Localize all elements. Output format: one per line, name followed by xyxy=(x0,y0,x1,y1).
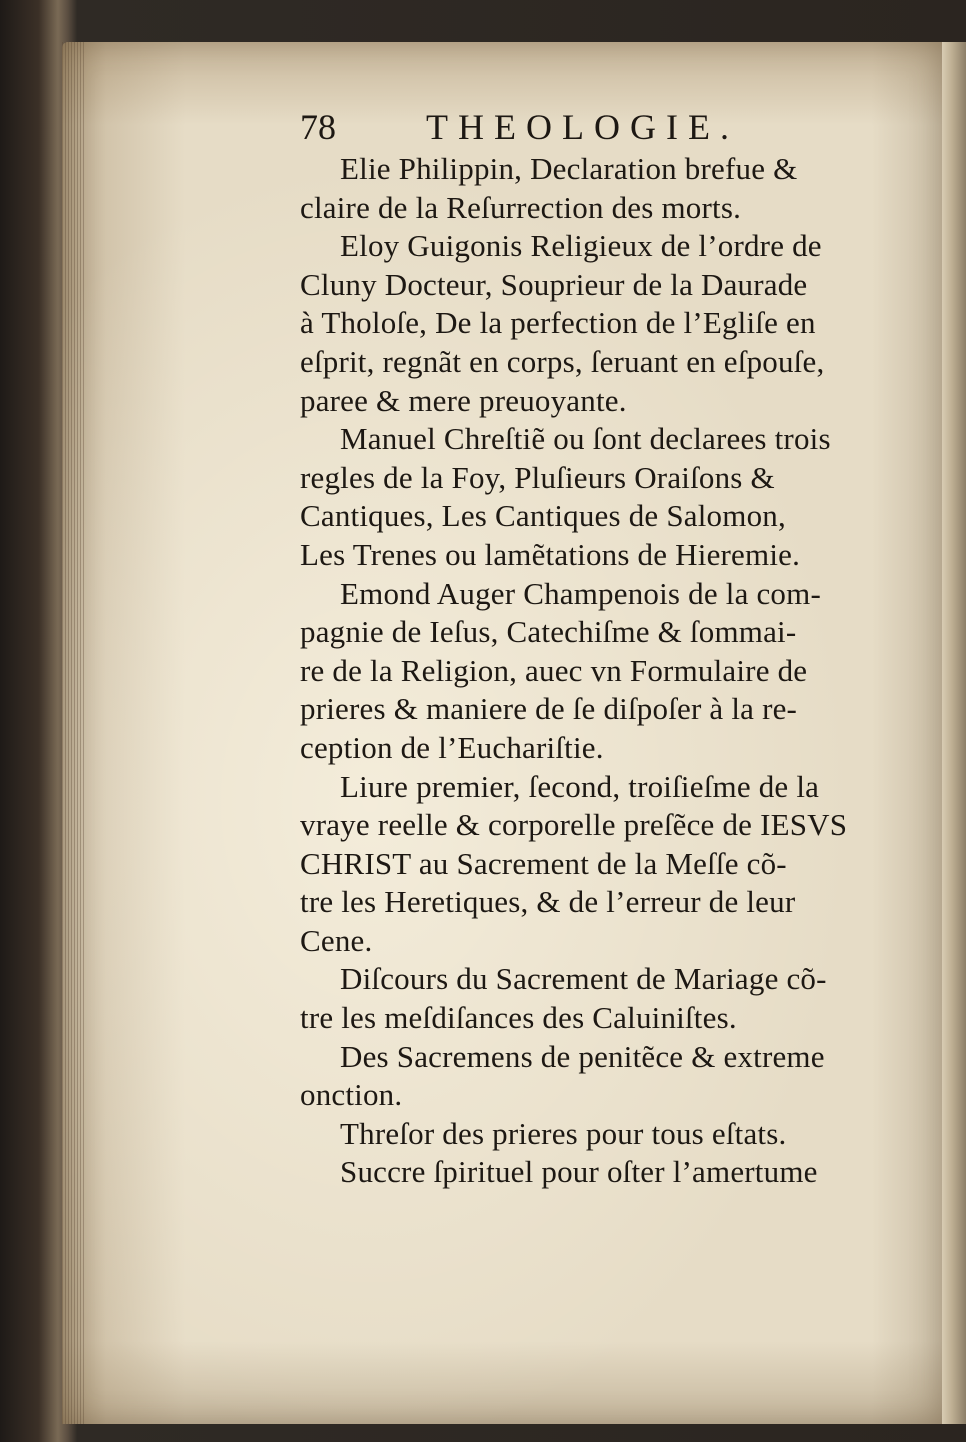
bibliography-entry xyxy=(300,768,900,961)
bibliography-entry xyxy=(300,150,900,227)
page-number: 78 xyxy=(300,107,336,147)
entry-line: re de la Religion, auec vn Formulaire de xyxy=(300,652,808,688)
entry-first-line: Threſor des prieres pour tous eſtats. xyxy=(340,1115,787,1151)
entry-line: paree & mere preuoyante. xyxy=(300,382,627,418)
facing-page-edge xyxy=(942,42,966,1424)
entry-line: prieres & maniere de ſe diſpoſer à la re- xyxy=(300,691,798,727)
bibliography-entry xyxy=(300,1153,900,1192)
entry-line: ception de l’Euchariſtie. xyxy=(300,729,604,765)
entry-line: pagnie de Ieſus, Catechiſme & ſommai- xyxy=(300,614,797,650)
page-stack-edge xyxy=(62,42,84,1424)
entry-line: claire de la Reſurrection des morts. xyxy=(300,189,742,225)
entry-line: tre les Heretiques, & de l’erreur de leur xyxy=(300,884,796,920)
bibliography-entry xyxy=(300,227,900,420)
entry-list xyxy=(300,150,900,1192)
entry-first-line: Manuel Chreſtiẽ ou ſont declarees trois xyxy=(340,421,831,457)
entry-line: onction. xyxy=(300,1077,403,1113)
entry-first-line: Diſcours du Sacrement de Mariage cõ- xyxy=(340,961,827,997)
bibliography-entry xyxy=(300,1115,900,1154)
entry-line: eſprit, regnãt en corps, ſeruant en eſpouſe, xyxy=(300,343,825,379)
entry-line: Les Trenes ou lamẽtations de Hieremie. xyxy=(300,536,801,572)
entry-line: à Tholoſe, De la perfection de l’Egliſe en xyxy=(300,305,816,341)
entry-line: vraye reelle & corporelle preſẽce de IESVS xyxy=(300,807,848,843)
entry-first-line: Eloy Guigonis Religieux de l’ordre de xyxy=(340,228,822,264)
running-head xyxy=(300,104,900,150)
text-block xyxy=(300,104,900,1192)
entry-line: Cene. xyxy=(300,922,373,958)
bibliography-entry xyxy=(300,420,900,574)
entry-first-line: Liure premier, ſecond, troiſieſme de la xyxy=(340,768,820,804)
entry-line: regles de la Foy, Pluſieurs Oraiſons & xyxy=(300,459,775,495)
entry-line: CHRIST au Sacrement de la Meſſe cõ- xyxy=(300,845,787,881)
running-title: THEOLOGIE. xyxy=(426,107,739,147)
entry-line: Cluny Docteur, Souprieur de la Daurade xyxy=(300,266,808,302)
entry-line: tre les meſdiſances des Caluiniſtes. xyxy=(300,1000,737,1036)
entry-first-line: Succre ſpirituel pour oſter l’amertume xyxy=(340,1154,818,1190)
bibliography-entry xyxy=(300,1038,900,1115)
entry-first-line: Emond Auger Champenois de la com- xyxy=(340,575,821,611)
bibliography-entry xyxy=(300,960,900,1037)
entry-line: Cantiques, Les Cantiques de Salomon, xyxy=(300,498,786,534)
entry-first-line: Des Sacremens de penitẽce & extreme xyxy=(340,1038,825,1074)
bibliography-entry xyxy=(300,575,900,768)
entry-first-line: Elie Philippin, Declaration brefue & xyxy=(340,151,798,186)
